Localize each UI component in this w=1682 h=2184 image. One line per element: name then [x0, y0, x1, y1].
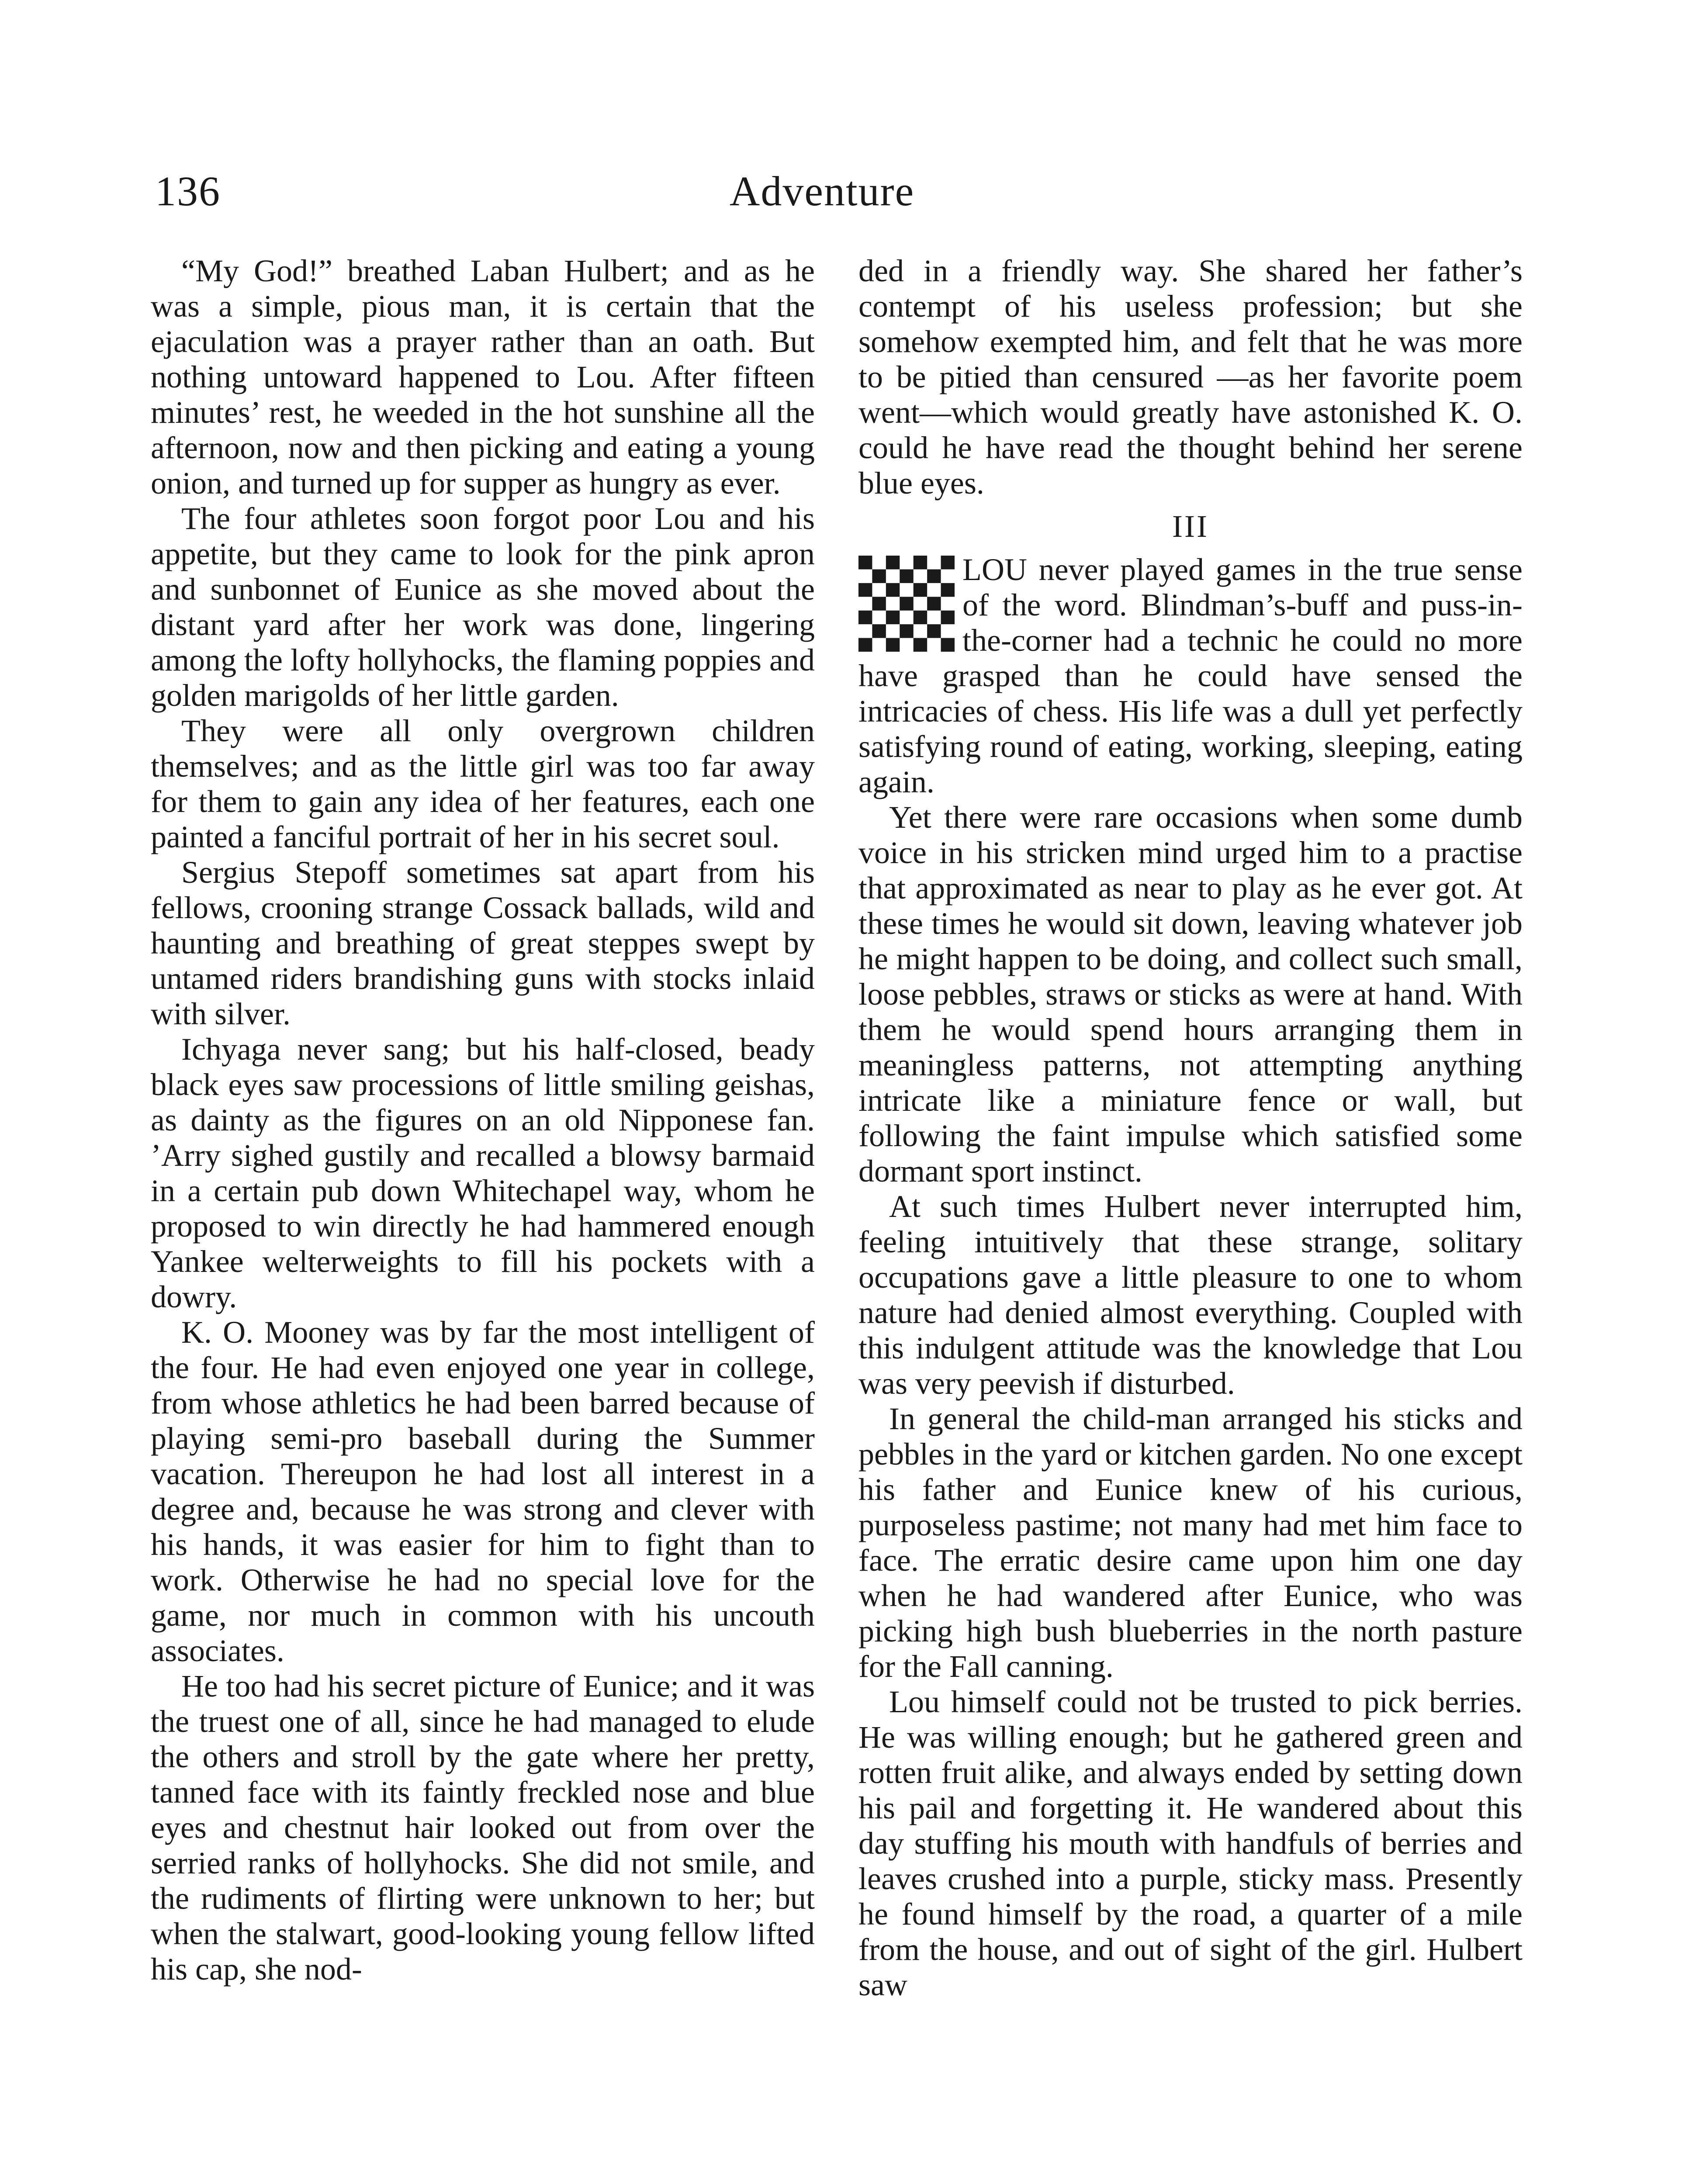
paragraph: Sergius Stepoff sometimes sat apart from his fellows, crooning strange Cossack ballads, wild and haunting and breathing of great steppes swept by untamed riders brandishing guns with stocks inlaid with silver.: [151, 855, 815, 1031]
section-heading: III: [1172, 509, 1209, 544]
paragraph: “My God!” breathed Laban Hulbert; and as he was a simple, pious man, it is certain that the ejaculation was a prayer rather than an oath. But nothing untoward happened to Lou. After fifteen minutes’ rest, he weeded in the hot sunshine all the afternoon, now and then picking and eating a young onion, and turned up for supper as hungry as ever.: [151, 253, 815, 501]
paragraph: He too had his secret picture of Eunice; and it was the truest one of all, since he had managed to elude the others and stroll by the gate where her pretty, tanned face with its faintly freckled nose and blue eyes and chestnut hair looked out from over the serried ranks of hollyhocks. She did not smile, and the rudiments of flirting were unknown to her; but when the stalwart, good-looking young fellow lifted his cap, she nod-: [151, 1669, 815, 1987]
paragraph: LOU never played games in the true sense of the word. Blindman’s-buff and puss-in-the-corner had a technic he could no more have grasped than he could have sensed the intricacies of chess. His life was a dull yet perfectly satisfying round of eating, working, sleeping, eating again.: [858, 552, 1523, 799]
paragraph: K. O. Mooney was by far the most intelligent of the four. He had even enjoyed one year in college, from whose athletics he had been barred because of playing semi-pro baseball during the Summer vacation. Thereupon he had lost all interest in a degree and, because he was strong and clever with his hands, it was easier for him to fight than to work. Otherwise he had no special love for the game, nor much in common with his uncouth associates.: [151, 1315, 815, 1668]
paragraph: In general the child-man arranged his sticks and pebbles in the yard or kitchen garden. No one except his father and Eunice knew of his curious, purposeless pastime; not many had met him face to face. The erratic desire came upon him one day when he had wandered after Eunice, who was picking high bush blueberries in the north pasture for the Fall canning.: [858, 1401, 1523, 1684]
paragraph: Yet there were rare occasions when some dumb voice in his stricken mind urged him to a practise that approximated as near to play as he ever got. At these times he would sit down, leaving whatever job he might happen to be doing, and collect such small, loose pebbles, straws or sticks as were at hand. With them he would spend hours arranging them in meaningless patterns, not attempting anything intricate like a miniature fence or wall, but following the faint impulse which satisfied some dormant sport instinct.: [858, 800, 1523, 1189]
paragraph: They were all only overgrown children themselves; and as the little girl was too far away for them to gain any idea of her features, each one painted a fanciful portrait of her in his secret soul.: [151, 713, 815, 854]
running-head: Adventure: [730, 168, 915, 214]
page-number: 136: [155, 168, 221, 214]
paragraph: The four athletes soon forgot poor Lou and his appetite, but they came to look for the pink apron and sunbonnet of Eunice as she moved about the distant yard after her work was done, lingering among the lofty hollyhocks, the flaming poppies and golden marigolds of her little garden.: [151, 501, 815, 713]
left-column: [151, 253, 815, 1987]
paragraph: Lou himself could not be trusted to pick berries. He was willing enough; but he gathered green and rotten fruit alike, and always ended by setting down his pail and forgetting it. He wandered about this day stuffing his mouth with handfuls of berries and leaves crushed into a purple, sticky mass. Presently he found himself by the road, a quarter of a mile from the house, and out of sight of the girl. Hulbert saw: [858, 1684, 1523, 2002]
checkered-ornament-icon: [858, 556, 955, 652]
paragraph: Ichyaga never sang; but his half-closed, beady black eyes saw processions of little smiling geishas, as dainty as the figures on an old Nipponese fan. ’Arry sighed gustily and recalled a blowsy barmaid in a certain pub down Whitechapel way, whom he proposed to win directly he had hammered enough Yankee welterweights to fill his pockets with a dowry.: [151, 1032, 815, 1314]
paragraph-continued: ded in a friendly way. She shared her father’s contempt of his useless profession; but she somehow exempted him, and felt that he was more to be pitied than censured —as her favorite poem went—which would greatly have astonished K. O. could he have read the thought behind her serene blue eyes.: [858, 253, 1523, 501]
right-column: [858, 253, 1523, 2003]
paragraph: At such times Hulbert never interrupted him, feeling intuitively that these strange, solitary occupations gave a little pleasure to one to whom nature had denied almost everything. Coupled with this indulgent attitude was the knowledge that Lou was very peevish if disturbed.: [858, 1189, 1523, 1401]
